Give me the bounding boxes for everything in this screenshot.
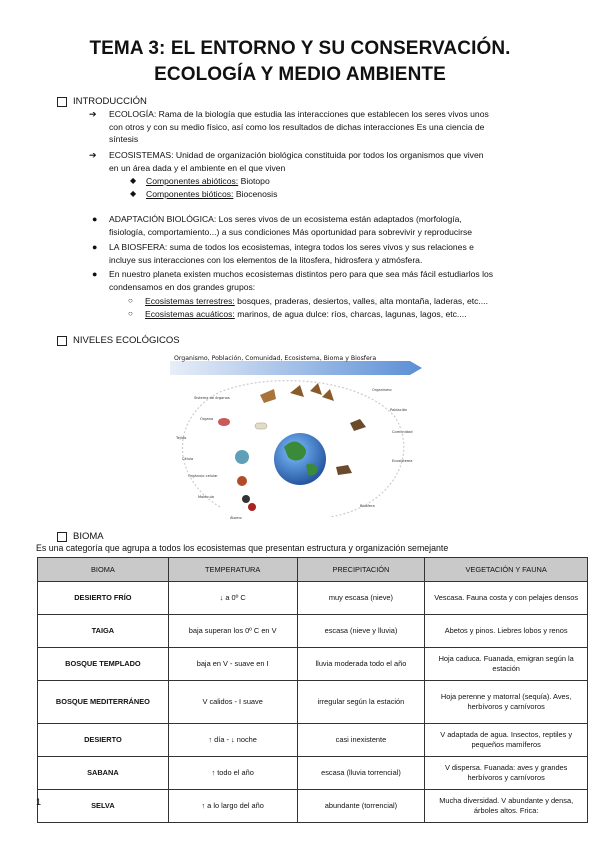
table-cell: SELVA: [38, 790, 169, 823]
table-cell: V adaptada de agua. Insectos, reptiles y pequeños mamíferos: [425, 724, 588, 757]
table-cell: DESIERTO: [38, 724, 169, 757]
table-cell: V calidos - I suave: [168, 681, 297, 724]
ecologia-definition: [109, 108, 569, 146]
table-cell: escasa (lluvia torrencial): [297, 757, 425, 790]
table-cell: abundante (torrencial): [297, 790, 425, 823]
table-cell: ↓ a 0º C: [168, 582, 297, 615]
community-icon: [336, 419, 366, 475]
checkbox-icon: [57, 97, 67, 107]
ecosistemas-line: en un área dada y el ambiente en el que viven: [109, 162, 286, 173]
table-row: [38, 724, 588, 757]
component-abiotico: [146, 175, 270, 188]
grupos-paragraph: [109, 268, 584, 293]
level-label: Sistema de órganos: [194, 396, 230, 400]
table-cell: Hoja perenne y matorral (sequía). Aves, herbívoros y carnívoros: [425, 681, 588, 724]
section-bioma: [57, 531, 104, 542]
table-cell: SABANA: [38, 757, 169, 790]
ecosistemas-definition: [109, 149, 569, 174]
column-header: BIOMA: [38, 558, 169, 582]
levels-arrow: [170, 361, 422, 375]
table-cell: BOSQUE TEMPLADO: [38, 648, 169, 681]
component-biotico: [146, 188, 277, 201]
table-cell: ↑ día - ↓ noche: [168, 724, 297, 757]
group-value: marinos, de agua dulce: ríos, charcas, lagunas, lagos, etc....: [237, 309, 467, 319]
diamond-bullet-icon: ◆: [130, 176, 137, 185]
cell-icon: [235, 450, 249, 464]
component-value: Biotopo: [240, 176, 270, 186]
organelle-icon: [237, 476, 247, 486]
bioma-definition: Es una categoría que agrupa a todos los ecosistemas que presentan estructura y organización semejante: [36, 543, 449, 553]
table-row: [38, 790, 588, 823]
ecologia-line: con otros y con su medio físico, así como los resultados de dichas interacciones Es una ciencia de: [109, 121, 485, 132]
molecule-icon: [242, 495, 250, 503]
table-cell: escasa (nieve y lluvia): [297, 615, 425, 648]
organ-icon: [218, 418, 230, 426]
ecologia-label: ECOLOGÍA:: [109, 109, 157, 119]
component-value: Biocenosis: [235, 189, 278, 199]
checkbox-icon: [57, 532, 67, 542]
section-title: BIOMA: [73, 531, 104, 542]
level-label: Población: [390, 408, 408, 412]
arrow-bullet-icon: ➔: [89, 109, 97, 119]
table-cell: ↑ a lo largo del año: [168, 790, 297, 823]
table-row: [38, 582, 588, 615]
table-row: [38, 681, 588, 724]
table-cell: ↑ todo el año: [168, 757, 297, 790]
component-label: Componentes abióticos:: [146, 176, 239, 186]
table-cell: TAIGA: [38, 615, 169, 648]
page-title-line-2: ECOLOGÍA Y MEDIO AMBIENTE: [154, 64, 446, 85]
dot-bullet-icon: ●: [92, 269, 98, 279]
level-label: Orgánulo celular: [188, 474, 218, 478]
level-label: Organismo: [372, 388, 392, 392]
table-cell: irregular según la estación: [297, 681, 425, 724]
component-label: Componentes bióticos:: [146, 189, 234, 199]
dot-bullet-icon: ●: [92, 242, 98, 252]
table-cell: DESIERTO FRÍO: [38, 582, 169, 615]
level-label: Átomo: [230, 516, 242, 520]
circle-bullet-icon: ○: [128, 309, 133, 318]
table-cell: casi inexistente: [297, 724, 425, 757]
table-cell: muy escasa (nieve): [297, 582, 425, 615]
paragraph-line: LA BIOSFERA: suma de todos los ecosistemas, integra todos los seres vivos y sus relaciones e: [109, 242, 474, 252]
organism-icon: [260, 389, 276, 403]
group-value: bosques, praderas, desiertos, valles, alta montaña, laderas, etc....: [237, 296, 488, 306]
column-header: PRECIPITACIÓN: [297, 558, 425, 582]
paragraph-line: condensamos en dos grandes grupos:: [109, 281, 256, 292]
paragraph-line: incluye sus interacciones con los elementos de la litosfera, hidrosfera y atmósfera.: [109, 254, 423, 265]
population-icon: [290, 383, 334, 401]
molecule-icon: [248, 503, 256, 511]
page-title-line-1: TEMA 3: EL ENTORNO Y SU CONSERVACIÓN.: [89, 38, 511, 59]
ecosistemas-label: ECOSISTEMAS:: [109, 150, 174, 160]
table-cell: baja en V - suave en I: [168, 648, 297, 681]
tissue-icon: [255, 423, 267, 429]
paragraph-line: En nuestro planeta existen muchos ecosistemas distintos pero para que sea más fácil estudiarlos los: [109, 269, 494, 279]
dot-bullet-icon: ●: [92, 214, 98, 224]
table-cell: lluvia moderada todo el año: [297, 648, 425, 681]
table-cell: Vescasa. Fauna costa y con pelajes densos: [425, 582, 588, 615]
table-cell: baja superan los 0º C en V: [168, 615, 297, 648]
level-label: Órgano: [200, 417, 214, 421]
table-cell: Abetos y pinos. Liebres lobos y renos: [425, 615, 588, 648]
table-cell: BOSQUE MEDITERRÁNEO: [38, 681, 169, 724]
table-row: [38, 757, 588, 790]
level-label: Molécula: [198, 495, 214, 499]
niveles-ecologicos-diagram: [160, 347, 430, 525]
table-row: [38, 648, 588, 681]
level-label: Comunidad: [392, 430, 413, 434]
group-label: Ecosistemas terrestres:: [145, 296, 235, 306]
paragraph-line: ADAPTACIÓN BIOLÓGICA: Los seres vivos de un ecosistema están adaptados (morfología,: [109, 214, 462, 224]
group-label: Ecosistemas acuáticos:: [145, 309, 235, 319]
level-label: Ecosistema: [392, 459, 413, 463]
bioma-table: [37, 557, 588, 823]
level-label: Célula: [182, 457, 194, 461]
section-title: INTRODUCCIÓN: [73, 96, 147, 107]
table-row: [38, 615, 588, 648]
biosfera-paragraph: [109, 241, 579, 266]
arrow-bullet-icon: ➔: [89, 150, 97, 160]
table-cell: Hoja caduca. Fuanada, emigran según la estación: [425, 648, 588, 681]
level-label: Tejido: [176, 436, 187, 440]
checkbox-icon: [57, 336, 67, 346]
table-header-row: [38, 558, 588, 582]
adaptacion-paragraph: [109, 213, 579, 238]
section-title: NIVELES ECOLÓGICOS: [73, 335, 180, 346]
section-niveles: [57, 335, 180, 346]
arrow-label: Organismo, Población, Comunidad, Ecosistema, Bioma y Biosfera: [174, 355, 377, 362]
grupo-acuaticos: [145, 308, 466, 321]
table-cell: V dispersa. Fuanada: aves y grandes herbívoros y carnívoros: [425, 757, 588, 790]
column-header: TEMPERATURA: [168, 558, 297, 582]
section-introduccion: [57, 96, 147, 107]
circle-bullet-icon: ○: [128, 296, 133, 305]
ecosistemas-line: Unidad de organización biológica constituida por todos los organismos que viven: [175, 150, 484, 160]
grupo-terrestres: [145, 295, 488, 308]
diamond-bullet-icon: ◆: [130, 189, 137, 198]
ecologia-line: síntesis: [109, 134, 139, 145]
table-cell: Mucha diversidad. V abundante y densa, árboles altos. Frica:: [425, 790, 588, 823]
paragraph-line: fisiología, comportamiento...) a sus condiciones Más oportunidad para sobrevivir y reproducirse: [109, 226, 473, 237]
level-label: Biosfera: [360, 504, 375, 508]
column-header: VEGETACIÓN Y FAUNA: [425, 558, 588, 582]
ecologia-line: Rama de la biología que estudia las interacciones que establecen los seres vivos unos: [158, 109, 489, 119]
page-number: 1: [36, 797, 42, 807]
